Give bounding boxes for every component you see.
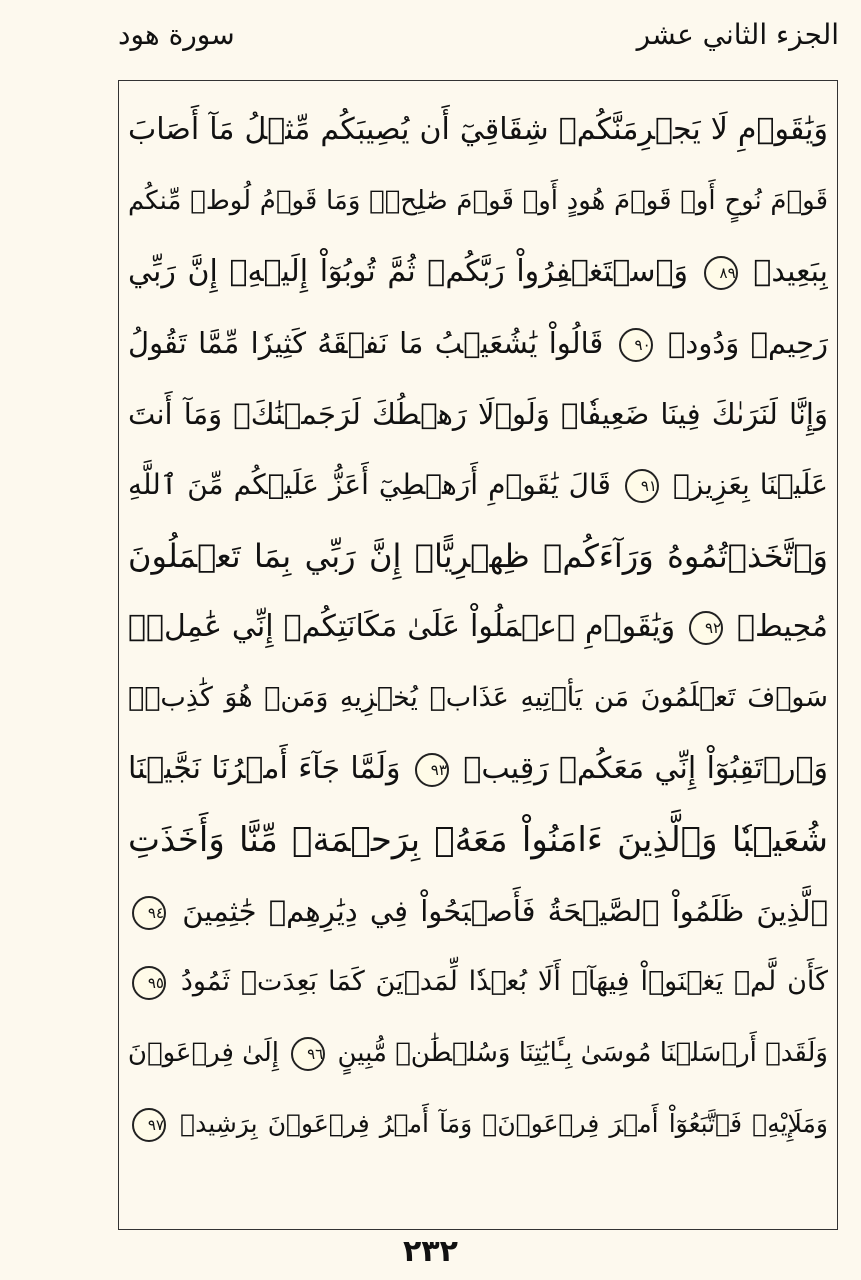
- verse-text: مُحِيطٞ: [737, 609, 828, 644]
- ayah-number-marker: ٩٢: [689, 611, 723, 645]
- verse-line: [128, 733, 828, 805]
- ayah-number-marker: ٩٧: [132, 1108, 166, 1142]
- verse-line: [128, 1017, 828, 1089]
- ayah-number-marker: ٩٥: [132, 966, 166, 1000]
- verse-text: إِلَىٰ فِرۡعَوۡنَ: [128, 1038, 279, 1068]
- verse-text: عَلَيۡنَا بِعَزِيزٖ: [672, 468, 828, 501]
- surah-title: سورة هود: [118, 18, 235, 51]
- ayah-number-marker: ٩١: [625, 469, 659, 503]
- verse-line: [128, 875, 828, 947]
- verse-text: قَالَ يَٰقَوۡمِ أَرَهۡطِيٓ أَعَزُّ عَلَيۡكُم مِّنَ ٱللَّهِ: [128, 468, 611, 501]
- verse-line: [128, 591, 828, 663]
- verse-line: [128, 804, 828, 876]
- verse-text: قَالُواْ يَٰشُعَيۡبُ مَا نَفۡقَهُ كَثِيرٗا مِّمَّا تَقُولُ: [128, 326, 604, 360]
- verse-text: بِبَعِيدٖ: [753, 254, 828, 289]
- verse-line: [128, 1088, 828, 1160]
- verse-text: وَمَلَإِيْهِۦ فَٱتَّبَعُوٓاْ أَمۡرَ فِرۡعَوۡنَۖ وَمَآ أَمۡرُ فِرۡعَوۡنَ بِرَشِيدٖ: [180, 1109, 828, 1138]
- verse-text: وَلَقَدۡ أَرۡسَلۡنَا مُوسَىٰ بِـَٔايَٰتِنَا وَسُلۡطَٰنٖ مُّبِينٍ: [337, 1038, 828, 1068]
- verse-line: [128, 165, 828, 237]
- ayah-number-marker: ٩٣: [415, 753, 449, 787]
- verse-line: [128, 449, 828, 521]
- ayah-number-marker: ٨٩: [704, 256, 738, 290]
- verse-text: وَلَمَّا جَآءَ أَمۡرُنَا نَجَّيۡنَا: [128, 751, 401, 786]
- verse-text: وَٱسۡتَغۡفِرُواْ رَبَّكُمۡ ثُمَّ تُوبُوٓاْ إِلَيۡهِۚ إِنَّ رَبِّي: [128, 254, 689, 289]
- verse-text: وَٱرۡتَقِبُوٓاْ إِنِّي مَعَكُمۡ رَقِيبٞ: [463, 751, 828, 786]
- ayah-number-marker: ٩٠: [619, 328, 653, 362]
- verse-text: ٱلَّذِينَ ظَلَمُواْ ٱلصَّيۡحَةُ فَأَصۡبَحُواْ فِي دِيَٰرِهِمۡ جَٰثِمِينَ: [182, 894, 828, 928]
- ayah-number-marker: ٩٤: [132, 896, 166, 930]
- verse-text: وَيَٰقَوۡمِ لَا يَجۡرِمَنَّكُمۡ شِقَاقِيٓ أَن يُصِيبَكُم مِّثۡلُ مَآ أَصَابَ: [128, 112, 828, 147]
- verse-text: رَحِيمٞ وَدُودٞ: [668, 326, 828, 360]
- ayah-number-marker: ٩٦: [291, 1037, 325, 1071]
- page-header: [0, 0, 861, 70]
- verse-text: شُعَيۡبٗا وَٱلَّذِينَ ءَامَنُواْ مَعَهُۥ بِرَحۡمَةٖ مِّنَّا وَأَخَذَتِ: [128, 820, 828, 860]
- verse-text: سَوۡفَ تَعۡلَمُونَ مَن يَأۡتِيهِ عَذَابٞ يُخۡزِيهِ وَمَنۡ هُوَ كَٰذِبٞۖ: [128, 682, 828, 713]
- page-number: ٢٣٢: [403, 1234, 458, 1269]
- verse-line: [128, 94, 828, 166]
- verse-text: كَأَن لَّمۡ يَغۡنَوۡاْ فِيهَآۗ أَلَا بُعۡدٗا لِّمَدۡيَنَ كَمَا بَعِدَتۡ ثَمُودُ: [180, 966, 828, 997]
- verse-text: قَوۡمَ نُوحٍ أَوۡ قَوۡمَ هُودٍ أَوۡ قَوۡمَ صَٰلِحٖۚ وَمَا قَوۡمُ لُوطٖ مِّنكُم: [128, 186, 828, 216]
- verse-line: [128, 307, 828, 379]
- verse-line: [128, 378, 828, 450]
- verse-line: [128, 662, 828, 734]
- verse-line: [128, 520, 828, 592]
- verse-text: وَيَٰقَوۡمِ ٱعۡمَلُواْ عَلَىٰ مَكَانَتِكُمۡ إِنِّي عَٰمِلٞۖ: [128, 609, 676, 644]
- verse-line: [128, 236, 828, 308]
- juz-title: الجزء الثاني عشر: [636, 18, 839, 51]
- verse-line: [128, 946, 828, 1018]
- verse-text: وَٱتَّخَذۡتُمُوهُ وَرَآءَكُمۡ ظِهۡرِيًّاۖ إِنَّ رَبِّي بِمَا تَعۡمَلُونَ: [128, 537, 828, 575]
- verse-text: وَإِنَّا لَنَرَىٰكَ فِينَا ضَعِيفٗاۖ وَلَوۡلَا رَهۡطُكَ لَرَجَمۡنَٰكَۖ وَمَآ أَنتَ: [128, 397, 828, 431]
